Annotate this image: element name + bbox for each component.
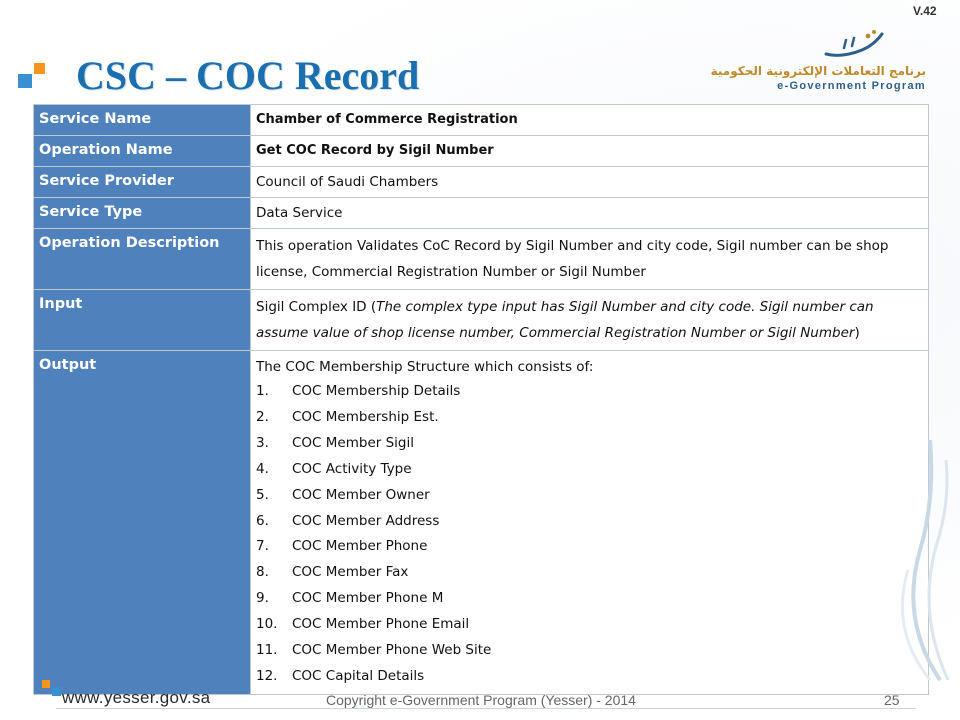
table-row xyxy=(34,290,929,351)
footer-website-link[interactable]: www.yesser.gov.sa xyxy=(62,688,211,707)
list-item: 11. COC Member Phone Web Site xyxy=(256,642,492,659)
output-value xyxy=(251,351,929,695)
service-provider-value: Council of Saudi Chambers xyxy=(251,167,929,198)
list-item: 7. COC Member Phone xyxy=(256,538,428,555)
list-item: 12. COC Capital Details xyxy=(256,667,425,684)
list-item: 2. COC Membership Est. xyxy=(256,408,439,425)
table-row xyxy=(34,198,929,229)
decorative-swirl-icon xyxy=(880,430,960,690)
output-intro: The COC Membership Structure which consists of: xyxy=(256,359,594,375)
input-value-suffix: ) xyxy=(854,325,860,341)
logo-english-text: e-Government Program xyxy=(777,80,926,92)
list-item: 3. COC Member Sigil xyxy=(256,434,414,451)
page-title: CSC – COC Record xyxy=(76,53,420,98)
version-label: V.42 xyxy=(913,4,937,18)
list-item: 9. COC Member Phone M xyxy=(256,590,444,607)
operation-name-value: Get COC Record by Sigil Number xyxy=(251,136,929,167)
list-item: 6. COC Member Address xyxy=(256,512,440,529)
list-item: 10. COC Member Phone Email xyxy=(256,616,470,633)
footer-accent-blue xyxy=(52,687,61,696)
footer-divider xyxy=(56,708,916,709)
yesser-logo-icon xyxy=(822,28,886,62)
input-value-prefix: Sigil Complex ID ( xyxy=(256,299,377,315)
row-label: Operation Description xyxy=(34,229,251,290)
list-item: 4. COC Activity Type xyxy=(256,460,412,477)
row-label: Service Provider xyxy=(34,167,251,198)
list-item: 1. COC Membership Details xyxy=(256,383,461,399)
input-value-italic: The complex type input has Sigil Number and city code. Sigil number can assume value of shop license number, Commercial Registration Number or Sigil Number xyxy=(256,299,874,341)
output-list xyxy=(256,379,922,690)
service-spec-table xyxy=(33,104,929,695)
row-label: Output xyxy=(34,351,251,695)
table-row xyxy=(34,167,929,198)
row-label: Service Name xyxy=(34,105,251,136)
yesser-logo xyxy=(710,28,930,98)
copyright-text: Copyright e-Government Program (Yesser) - 2014 xyxy=(326,692,636,708)
footer-accent-orange xyxy=(42,680,50,688)
service-name-value: Chamber of Commerce Registration xyxy=(251,105,929,136)
row-label: Input xyxy=(34,290,251,351)
page-number: 25 xyxy=(884,692,900,708)
table-row xyxy=(34,105,929,136)
row-label: Operation Name xyxy=(34,136,251,167)
title-bullet-icon xyxy=(18,60,54,100)
row-label: Service Type xyxy=(34,198,251,229)
list-item: 8. COC Member Fax xyxy=(256,564,409,581)
table-row xyxy=(34,136,929,167)
service-type-value: Data Service xyxy=(251,198,929,229)
list-item: 5. COC Member Owner xyxy=(256,486,430,503)
operation-description-value: This operation Validates CoC Record by Sigil Number and city code, Sigil number can be shop license, Commercial Registration Number or Sigil Number xyxy=(251,229,929,290)
logo-arabic-text: برنامج التعاملات الإلكترونية الحكومية xyxy=(710,64,926,78)
table-row xyxy=(34,229,929,290)
table-row xyxy=(34,351,929,695)
input-value xyxy=(251,290,929,351)
